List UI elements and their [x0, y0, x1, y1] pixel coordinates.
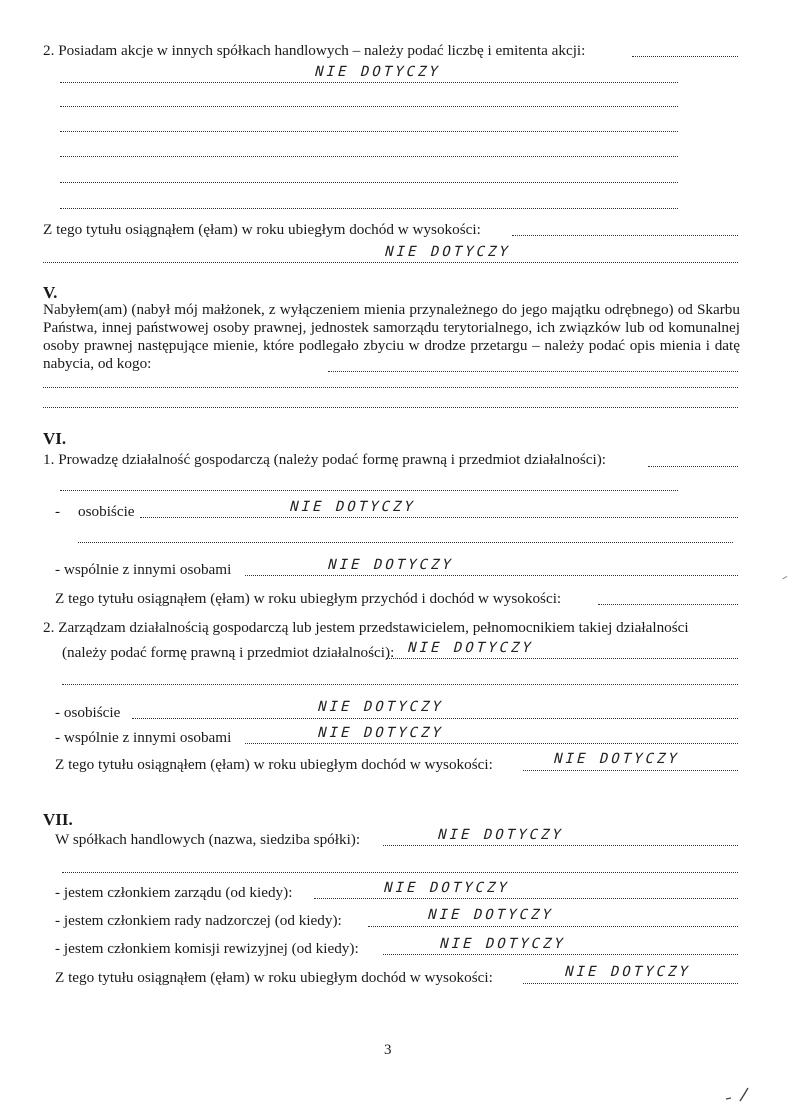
handwritten-answer: NIE DOTYCZY — [438, 936, 568, 952]
sec6-item2-line2: (należy podać formę prawną i przedmiot działalności): — [62, 644, 395, 661]
sec6-income1-label: Z tego tytułu osiągnąłem (ęłam) w roku ubiegłym przychód i dochód w wysokości: — [55, 590, 562, 607]
dotted-line — [386, 658, 738, 659]
scan-mark — [782, 576, 788, 582]
handwritten-answer: NIE DOTYCZY — [383, 244, 513, 260]
dotted-line — [60, 156, 678, 157]
section-heading-vii: VII. — [43, 810, 73, 829]
dotted-line — [60, 490, 678, 491]
handwritten-answer: NIE DOTYCZY — [426, 907, 556, 923]
sec4-income-label: Z tego tytułu osiągnąłem (ęłam) w roku ubiegłym dochód w wysokości: — [43, 221, 481, 238]
dotted-line — [43, 407, 738, 408]
sec7-income-label: Z tego tytułu osiągnąłem (ęłam) w roku ubiegłym dochód w wysokości: — [55, 969, 493, 986]
sec6-item2-line1: 2. Zarządzam działalnością gospodarczą lub jestem przedstawicielem, pełnomocnikiem takiej działalności — [43, 619, 689, 636]
sec7-board-label: - jestem członkiem zarządu (od kiedy): — [55, 884, 293, 901]
dotted-line — [132, 718, 738, 719]
sec7-supervisory-label: - jestem członkiem rady nadzorczej (od kiedy): — [55, 912, 342, 929]
section-heading-vi: VI. — [43, 429, 67, 448]
dotted-line — [43, 387, 738, 388]
dotted-line — [60, 208, 678, 209]
handwritten-answer: NIE DOTYCZY — [288, 499, 418, 515]
sec6-personally-label: osobiście — [78, 503, 135, 520]
scan-mark-icon — [722, 1085, 752, 1105]
dotted-line — [383, 954, 738, 955]
handwritten-answer: NIE DOTYCZY — [552, 751, 682, 767]
dotted-line — [62, 872, 738, 873]
sec6-personally2-label: - osobiście — [55, 704, 121, 721]
sec6-jointly2-label: - wspólnie z innymi osobami — [55, 729, 232, 746]
page-number: 3 — [384, 1042, 392, 1058]
dotted-line — [62, 684, 738, 685]
dotted-line — [598, 604, 738, 605]
dotted-line — [523, 983, 738, 984]
sec5-text: Nabyłem(am) (nabył mój małżonek, z wyłączeniem mienia przynależnego do jego majątku odrębnego) od Skarbu Państwa, innej państwowej osoby prawnej, jednostek samorządu terytorialnego, ich związków lub od komunalnej osoby prawnej następujące mienie, które podlegało zbyciu w drodze przetargu – należy podać opis mienia i datę nabycia, od kogo: — [43, 301, 740, 372]
dotted-line — [328, 371, 738, 372]
dotted-line — [60, 131, 678, 132]
dotted-line — [314, 898, 738, 899]
sec7-audit-label: - jestem członkiem komisji rewizyjnej (od kiedy): — [55, 940, 359, 957]
handwritten-answer: NIE DOTYCZY — [563, 964, 693, 980]
sec6-jointly-label: - wspólnie z innymi osobami — [55, 561, 232, 578]
dotted-line — [632, 56, 738, 57]
sec6-item1-label: 1. Prowadzę działalność gospodarczą (należy podać formę prawną i przedmiot działalności): — [43, 451, 606, 468]
handwritten-answer: NIE DOTYCZY — [316, 725, 446, 741]
dotted-line — [368, 926, 738, 927]
dotted-line — [60, 82, 678, 83]
dotted-line — [245, 743, 738, 744]
dotted-line — [60, 182, 678, 183]
dotted-line — [43, 262, 738, 263]
handwritten-answer: NIE DOTYCZY — [436, 827, 566, 843]
sec4-item2-label: 2. Posiadam akcje w innych spółkach handlowych – należy podać liczbę i emitenta akcji: — [43, 42, 586, 59]
dotted-line — [648, 466, 738, 467]
dotted-line — [383, 845, 738, 846]
handwritten-answer: NIE DOTYCZY — [406, 640, 536, 656]
handwritten-answer: NIE DOTYCZY — [382, 880, 512, 896]
sec7-companies-label: W spółkach handlowych (nazwa, siedziba spółki): — [55, 831, 361, 848]
dotted-line — [512, 235, 738, 236]
sec6-income2-label: Z tego tytułu osiągnąłem (ęłam) w roku ubiegłym dochód w wysokości: — [55, 756, 493, 773]
handwritten-answer: NIE DOTYCZY — [316, 699, 446, 715]
dotted-line — [245, 575, 738, 576]
handwritten-answer: NIE DOTYCZY — [326, 557, 456, 573]
dotted-line — [78, 542, 733, 543]
dotted-line — [523, 770, 738, 771]
dash: - — [55, 503, 61, 520]
handwritten-answer: NIE DOTYCZY — [313, 64, 443, 80]
section-heading-v: V. — [43, 283, 58, 302]
dotted-line — [60, 106, 678, 107]
dotted-line — [140, 517, 738, 518]
